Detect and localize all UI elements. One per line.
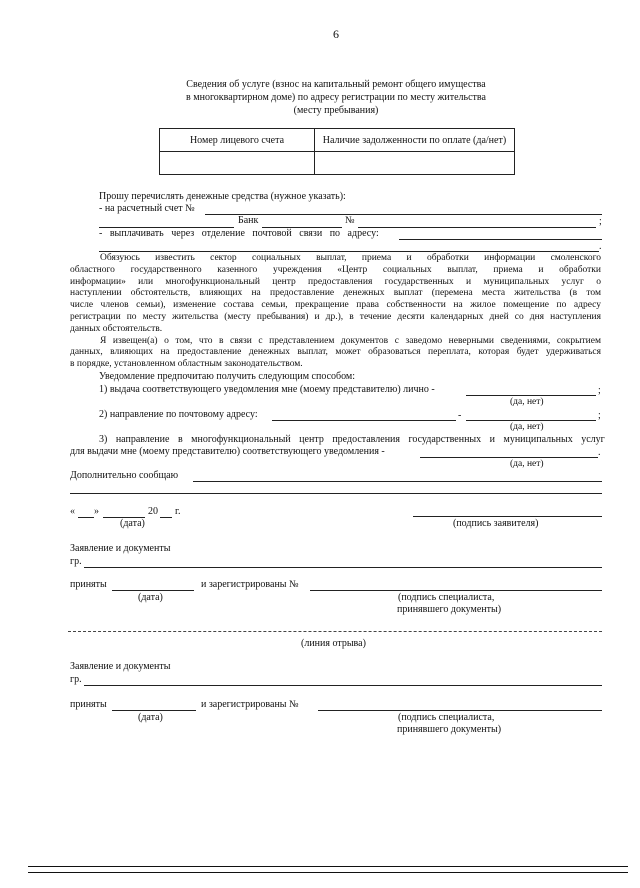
post-address-field-2[interactable] — [99, 251, 599, 252]
obligation-paragraph — [70, 253, 601, 371]
day-field[interactable] — [78, 517, 94, 518]
debt-status-cell[interactable] — [315, 152, 515, 175]
obligation-line-6: регистрации по месту жительства (месту пребывания) и др.), в течение десяти календарных дней со дня наступления — [70, 311, 601, 322]
receipt-2-registered: и зарегистрированы № — [201, 699, 299, 710]
receipt-1-gr: гр. — [70, 556, 82, 567]
option-3-caption: (да, нет) — [510, 459, 544, 469]
receipt-1-date-field[interactable] — [112, 590, 194, 591]
obligation-line-5: числе членов семьи), изменение состава семьи, прекращение права собственности на жилое помещение по адресу — [70, 300, 601, 311]
account-number-cell[interactable] — [160, 152, 315, 175]
option-2-field[interactable] — [466, 420, 596, 421]
period: . — [599, 241, 602, 252]
obligation-line-2: областного государственного казенного учреждения «Центр социальных выплат, приема и обработки — [70, 264, 601, 275]
bank-number-field[interactable] — [358, 227, 596, 228]
notification-option-1: 1) выдача соответствующего уведомления мне (моему представителю) лично - — [99, 384, 435, 395]
notification-option-2: 2) направление по почтовому адресу: — [99, 409, 258, 420]
bank-label: Банк — [238, 215, 259, 226]
receipt-2-gr: гр. — [70, 674, 82, 685]
receipt-2-accepted: приняты — [70, 699, 107, 710]
option-3-field[interactable] — [420, 457, 598, 458]
option-2-caption: (да, нет) — [510, 422, 544, 432]
option-2-dash: - — [458, 410, 462, 421]
receipt-1-title: Заявление и документы — [70, 543, 171, 554]
account-field[interactable] — [205, 214, 602, 215]
date-quote-open: « — [70, 506, 75, 517]
account-label: - на расчетный счет № — [99, 203, 195, 214]
date-quote-close: » — [94, 506, 99, 517]
option-1-field[interactable] — [466, 395, 596, 396]
header-line-3: (месту пребывания) — [293, 105, 379, 116]
receipt-2-spec-caption-1: (подпись специалиста, — [398, 712, 495, 723]
year-field[interactable] — [160, 517, 172, 518]
notice-line-2: данных, влияющих на предоставление денежных выплат, может образоваться переплата, которая будет удерживаться — [70, 347, 601, 358]
receipt-2-number-field[interactable] — [318, 710, 602, 711]
page-number: 6 — [333, 27, 339, 41]
receipt-2-title: Заявление и документы — [70, 661, 171, 672]
receipt-2-date-caption: (дата) — [138, 712, 163, 723]
semicolon: ; — [599, 216, 602, 227]
option-1-caption: (да, нет) — [510, 397, 544, 407]
receipt-1-accepted: приняты — [70, 579, 107, 590]
account-table — [159, 128, 515, 175]
applicant-signature-field[interactable] — [413, 516, 602, 517]
receipt-1-number-field[interactable] — [310, 590, 602, 591]
notification-option-3-line-1: 3) направление в многофункциональный центр предоставления государственных и муниципальных услуг — [99, 434, 605, 445]
year-century: 20 — [148, 506, 158, 517]
signature-caption: (подпись заявителя) — [453, 518, 539, 529]
receipt-1-registered: и зарегистрированы № — [201, 579, 299, 590]
year-suffix: г. — [175, 506, 181, 517]
table-header-debt: Наличие задолженности по оплате (да/нет) — [315, 129, 515, 152]
obligation-line-3: информации» или многофункциональный центр предоставления государственных и муниципальных услуг о — [70, 276, 601, 287]
post-label: - выплачивать через отделение почтовой связи по адресу: — [99, 228, 379, 239]
header-line-2: в многоквартирном доме) по адресу регистрации по месту жительства — [186, 92, 486, 103]
receipt-1-date-caption: (дата) — [138, 592, 163, 603]
table-header-account-number: Номер лицевого счета — [160, 129, 315, 152]
bank-number-label: № — [345, 215, 355, 226]
notification-option-3-line-2: для выдачи мне (моему представителю) соответствующего уведомления - — [70, 446, 385, 457]
transfer-intro: Прошу перечислять денежные средства (нужное указать): — [99, 191, 346, 202]
notification-intro: Уведомление предпочитаю получить следующим способом: — [99, 371, 356, 382]
tear-line-caption: (линия отрыва) — [301, 638, 366, 649]
bottom-rule-2 — [28, 872, 628, 873]
notice-line-1: Я извещен(а) о том, что в связи с представлением документов с заведомо неверными сведениями, сокрытием — [100, 335, 601, 346]
postal-address-field[interactable] — [272, 420, 456, 421]
option-2-semicolon: ; — [598, 410, 601, 421]
receipt-1-spec-caption-2: принявшего документы) — [397, 604, 502, 615]
notice-line-3: в порядке, установленном областным законодательством. — [70, 359, 303, 370]
receipt-1-name-field[interactable] — [84, 567, 602, 568]
option-1-semicolon: ; — [598, 385, 601, 396]
header-line-1: Сведения об услуге (взнос на капитальный ремонт общего имущества — [186, 79, 486, 90]
date-caption: (дата) — [120, 518, 145, 529]
obligation-line-7: данных обстоятельств. — [70, 323, 163, 334]
obligation-line-1: Обязуюсь известить сектор социальных выплат, приема и обработки информации смоленского — [100, 253, 601, 263]
tear-line — [68, 631, 602, 632]
additional-label: Дополнительно сообщаю — [70, 470, 179, 481]
additional-field-2[interactable] — [70, 493, 602, 494]
receipt-2-name-field[interactable] — [84, 685, 602, 686]
receipt-2-spec-caption-2: принявшего документы) — [397, 724, 502, 735]
additional-field-1[interactable] — [193, 481, 602, 482]
option-3-period: . — [598, 447, 601, 458]
receipt-1-spec-caption-1: (подпись специалиста, — [398, 592, 495, 603]
bottom-rule-1 — [28, 866, 628, 867]
receipt-2-date-field[interactable] — [112, 710, 196, 711]
post-address-field[interactable] — [399, 239, 602, 240]
obligation-line-4: наступлении обстоятельств, влияющих на предоставление денежных выплат (перемена места жительства (в том — [70, 288, 601, 299]
